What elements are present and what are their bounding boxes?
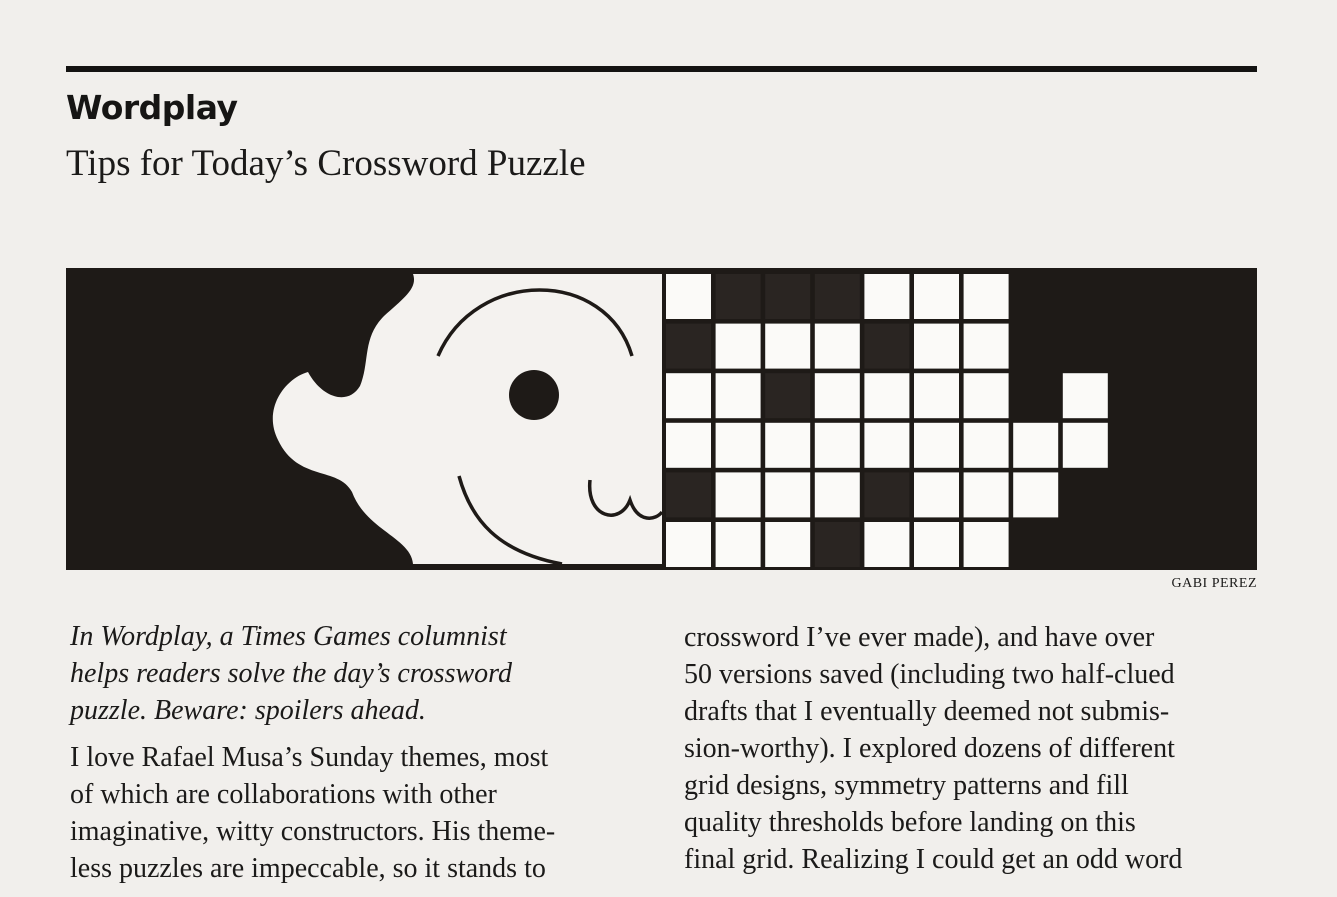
text-line: helps readers solve the day’s crossword xyxy=(70,658,512,689)
grid-cell-white xyxy=(964,423,1009,468)
article-column-left xyxy=(70,618,650,897)
text-line: sion-worthy). I explored dozens of different xyxy=(684,733,1175,764)
grid-cell-black xyxy=(666,324,711,369)
article-headline: Tips for Today’s Crossword Puzzle xyxy=(66,143,586,184)
grid-cell-white xyxy=(815,373,860,418)
grid-cell-white xyxy=(666,423,711,468)
grid-cell-white xyxy=(964,324,1009,369)
grid-cell-white xyxy=(1013,423,1058,468)
grid-cell-white xyxy=(716,423,761,468)
section-rule xyxy=(66,66,1257,72)
grid-cell-black xyxy=(815,522,860,567)
face-eye xyxy=(509,370,559,420)
grid-cell-white xyxy=(815,423,860,468)
grid-cell-white xyxy=(964,472,1009,517)
grid-cell-white xyxy=(864,274,909,319)
text-line: grid designs, symmetry patterns and fill xyxy=(684,770,1129,801)
crossword-illustration xyxy=(66,268,1257,570)
grid-cell-white xyxy=(914,324,959,369)
text-line: less puzzles are impeccable, so it stands to xyxy=(70,853,546,884)
text-line: imaginative, witty constructors. His theme- xyxy=(70,816,556,847)
grid-cell-white xyxy=(964,274,1009,319)
grid-cell-white xyxy=(666,274,711,319)
grid-cell-white xyxy=(914,274,959,319)
illustration-credit: GABI PEREZ xyxy=(1171,576,1257,591)
grid-cell-white xyxy=(716,472,761,517)
grid-cell-black xyxy=(864,472,909,517)
grid-cell-white xyxy=(666,373,711,418)
article-body-right xyxy=(684,619,1264,878)
grid-cell-black xyxy=(765,274,810,319)
column-kicker: Wordplay xyxy=(66,88,238,127)
text-line: 50 versions saved (including two half-clued xyxy=(684,659,1175,690)
grid-cell-white xyxy=(765,324,810,369)
grid-cell-white xyxy=(716,522,761,567)
text-line: crossword I’ve ever made), and have over xyxy=(684,622,1155,653)
grid-cell-white xyxy=(964,522,1009,567)
grid-cell-white xyxy=(765,423,810,468)
text-line: In Wordplay, a Times Games columnist xyxy=(70,621,507,652)
grid-cell-black xyxy=(815,274,860,319)
text-line: drafts that I eventually deemed not submis- xyxy=(684,696,1170,727)
grid-cell-white xyxy=(914,472,959,517)
grid-cell-white xyxy=(964,373,1009,418)
grid-cell-white xyxy=(1013,472,1058,517)
grid-cell-black xyxy=(666,472,711,517)
grid-cell-white xyxy=(914,423,959,468)
grid-cell-white xyxy=(1063,423,1108,468)
grid-cell-white xyxy=(815,324,860,369)
grid-cell-white xyxy=(716,324,761,369)
grid-cell-white xyxy=(864,522,909,567)
grid-cell-white xyxy=(864,423,909,468)
grid-cell-black xyxy=(716,274,761,319)
text-line: I love Rafael Musa’s Sunday themes, most xyxy=(70,742,549,773)
text-line: puzzle. Beware: spoilers ahead. xyxy=(70,695,426,726)
grid-cell-white xyxy=(666,522,711,567)
grid-cell-white xyxy=(1063,373,1108,418)
grid-cell-black xyxy=(765,373,810,418)
article-column-right xyxy=(684,619,1264,888)
grid-cell-white xyxy=(864,373,909,418)
article-intro xyxy=(70,618,650,729)
article-body-left xyxy=(70,739,650,887)
grid-cell-white xyxy=(716,373,761,418)
grid-cell-white xyxy=(765,522,810,567)
grid-cell-white xyxy=(765,472,810,517)
grid-cell-white xyxy=(914,373,959,418)
grid-cell-black xyxy=(864,324,909,369)
text-line: final grid. Realizing I could get an odd word xyxy=(684,844,1183,875)
grid-cell-white xyxy=(914,522,959,567)
text-line: of which are collaborations with other xyxy=(70,779,497,810)
text-line: quality thresholds before landing on this xyxy=(684,807,1136,838)
grid-cell-white xyxy=(815,472,860,517)
